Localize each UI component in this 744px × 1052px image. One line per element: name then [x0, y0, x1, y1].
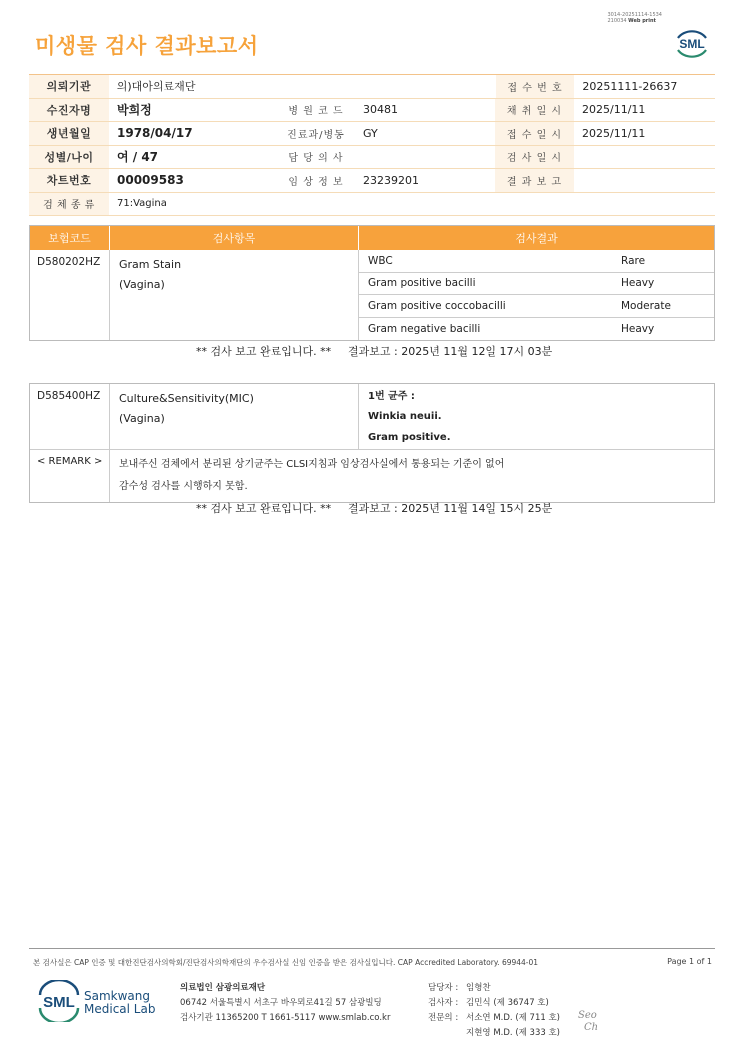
info-row	[29, 75, 715, 99]
report-time: 결과보고 : 2025년 11월 14일 15시 25분	[348, 502, 553, 515]
clinical-info: 23239201	[363, 173, 419, 187]
label: 임 상 정 보	[288, 176, 344, 188]
receipt-date: 2025/11/11	[582, 126, 646, 140]
organism: Winkia neuii.	[368, 410, 442, 422]
staff-row: 전문의 : 서소연 M.D. (제 711 호)	[428, 1013, 561, 1023]
birth-date: 1978/04/17	[117, 126, 193, 141]
result-header	[30, 226, 714, 250]
header-item: 검사항목	[110, 226, 359, 250]
footer-divider	[29, 948, 715, 949]
staff-list	[428, 981, 560, 1041]
label: 검 체 종 류	[29, 193, 109, 216]
samkwang-logo-icon	[36, 980, 82, 1022]
staff-row: 검사자 : 김민식 (제 36747 호)	[428, 998, 549, 1008]
info-row	[29, 193, 715, 217]
department: GY	[363, 126, 378, 140]
test-date	[574, 146, 715, 169]
label: 성별/나이	[29, 146, 109, 169]
report-complete: ** 검사 보고 완료입니다. **	[196, 502, 332, 515]
result-row: Gram positive bacilli Heavy	[359, 273, 714, 296]
staff-row: 지현영 M.D. (제 333 호)	[466, 1028, 561, 1038]
chart-number: 00009583	[117, 173, 184, 188]
header-result: 검사결과	[515, 232, 558, 245]
label: 접 수 번 호	[496, 75, 575, 98]
remark-row	[30, 449, 714, 502]
result-row: WBC Rare	[359, 250, 714, 273]
gram-type: Gram positive.	[368, 432, 451, 444]
result-body	[30, 250, 714, 340]
label: 결 과 보 고	[495, 169, 574, 192]
label: 생년월일	[29, 122, 109, 145]
test-results	[359, 384, 714, 449]
insurance-code: D580202HZ	[30, 250, 110, 340]
report-title: 미생물 검사 결과보고서	[35, 34, 259, 58]
result-body	[30, 384, 714, 449]
print-meta: 3014-20251114-1534 210034 Web print	[607, 12, 662, 24]
signature: Seo Ch	[578, 1010, 599, 1033]
info-row	[29, 146, 715, 170]
report-date	[574, 169, 715, 192]
label: 의뢰기관	[29, 75, 109, 98]
test-results	[359, 250, 714, 340]
header-code: 보험코드	[30, 226, 110, 250]
label: 채 취 일 시	[495, 99, 574, 122]
test-item: Culture&Sensitivity(MIC) (Vagina)	[110, 384, 359, 449]
brand-name: Samkwang Medical Lab	[84, 989, 156, 1016]
test-item: Gram Stain (Vagina)	[110, 250, 359, 340]
label: 검 사 일 시	[495, 146, 574, 169]
isolate-label: 1번 균주 :	[368, 391, 415, 403]
svg-text:SML: SML	[43, 994, 75, 1011]
doctor	[355, 146, 495, 169]
sex-age: 여 / 47	[117, 150, 159, 165]
info-row	[29, 169, 715, 193]
report-complete: ** 검사 보고 완료입니다. **	[196, 345, 332, 358]
label: 차트번호	[29, 169, 109, 192]
sml-logo-icon	[672, 26, 712, 62]
page-number: Page 1 of 1	[667, 957, 712, 966]
culture-result	[29, 383, 715, 503]
gram-stain-result	[29, 225, 715, 341]
result-row: Gram negative bacilli Heavy	[368, 322, 655, 335]
label: 수진자명	[29, 99, 109, 122]
patient-info-table	[29, 74, 715, 216]
remark-text: 보내주신 검체에서 분리된 상기균주는 CLSI지침과 임상검사실에서 통용되는 기준이 없어 감수성 검사를 시행하지 못함.	[119, 458, 505, 492]
organization-info: 의료법인 삼광의료재단 06742 서울특별시 서초구 바우뫼로41길 57 삼광빌딩 검사기관 11365200 T 1661-5117 www.smlab.co.kr	[180, 983, 391, 1023]
info-row	[29, 122, 715, 146]
label: 병 원 코 드	[288, 106, 344, 118]
patient-name: 박희정	[117, 103, 152, 118]
receipt-number: 20251111-26637	[582, 79, 678, 93]
accreditation-note: 본 검사실은 CAP 인증 및 대한진단검사의학회/진단검사의학재단의 우수검사실 신임 인증을 받은 검사실입니다. CAP Accredited Laboratory. 69944-01	[33, 958, 539, 967]
staff-row: 담당자 : 임형찬	[428, 983, 491, 993]
remark-label: < REMARK >	[30, 450, 110, 502]
label: 진료과/병동	[287, 129, 345, 141]
result-row: Gram positive coccobacilli Moderate	[359, 295, 714, 318]
insurance-code: D585400HZ	[30, 384, 110, 449]
hospital-code: 30481	[363, 103, 398, 117]
specimen-type: 71:Vagina	[117, 198, 167, 210]
collect-date: 2025/11/11	[582, 103, 646, 117]
label: 접 수 일 시	[495, 122, 574, 145]
report-time: 결과보고 : 2025년 11월 12일 17시 03분	[348, 345, 553, 358]
info-row	[29, 99, 715, 123]
requester: 의)대아의료재단	[116, 80, 196, 94]
svg-text:SML: SML	[679, 37, 705, 51]
label: 담 당 의 사	[288, 153, 344, 165]
